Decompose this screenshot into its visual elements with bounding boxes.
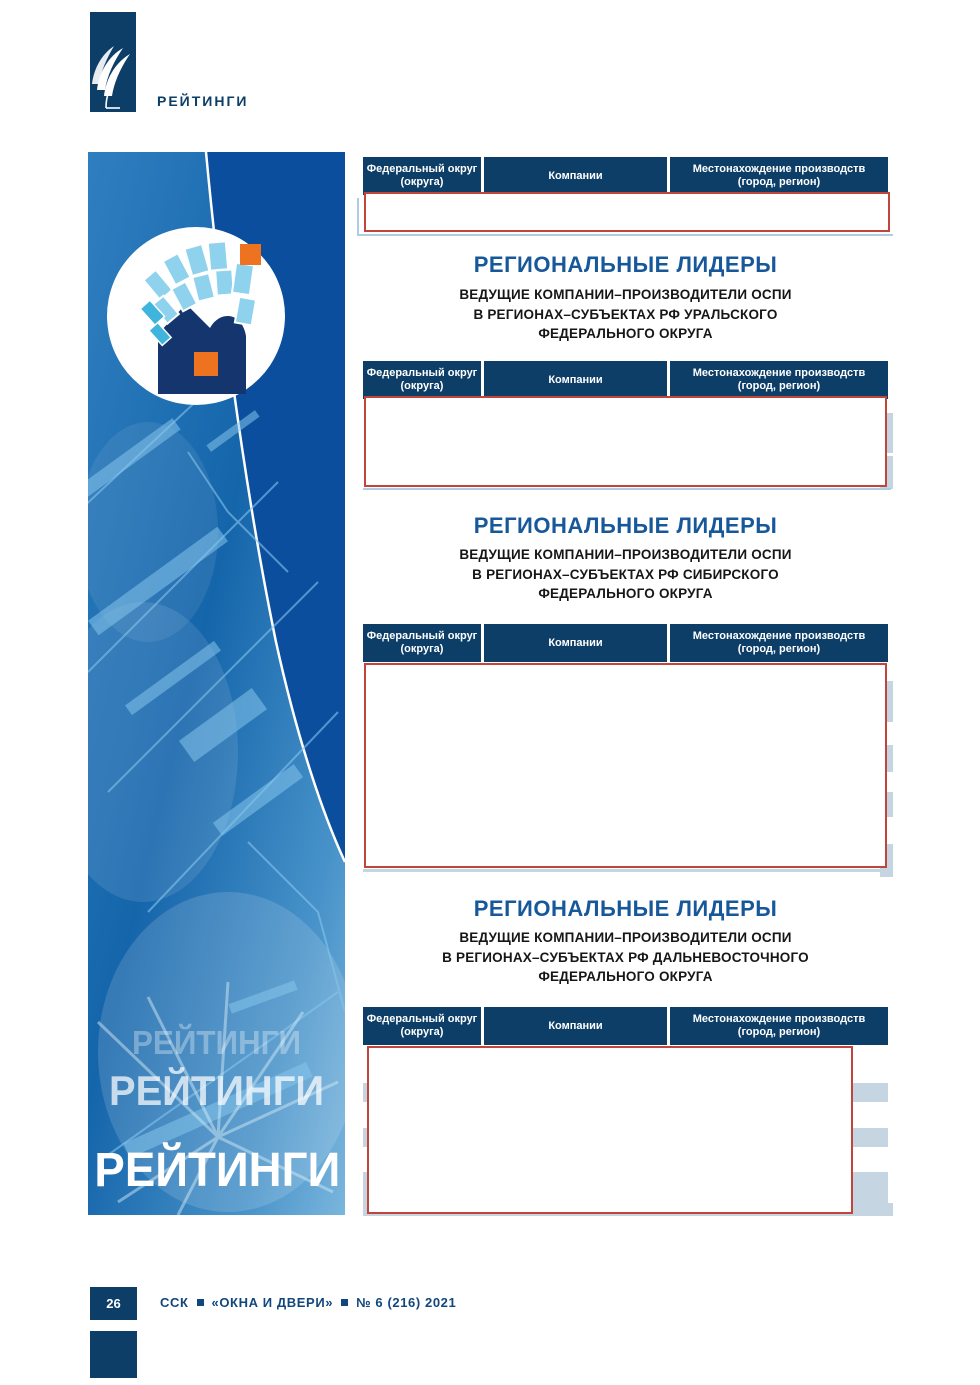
footer-issue: № 6 (216) 2021 — [356, 1295, 457, 1310]
orange-square-accent — [194, 352, 218, 376]
table-header — [363, 361, 888, 399]
column-header-companies: Компании — [484, 624, 667, 662]
column-header-companies: Компании — [484, 361, 667, 399]
column-header-location: Местонахождение производств (город, регион) — [670, 361, 888, 399]
section-subtitle: ВЕДУЩИЕ КОМПАНИИ–ПРОИЗВОДИТЕЛИ ОСПИ В РЕГИОНАХ–СУБЪЕКТАХ РФ СИБИРСКОГО ФЕДЕРАЛЬНОГО ОКРУГА — [459, 547, 792, 601]
column-header-district: Федеральный округ (округа) — [363, 1007, 481, 1045]
table-edge-remnant — [357, 234, 893, 236]
corner-decoration-box — [90, 1331, 137, 1378]
table-header — [363, 157, 888, 195]
column-header-location: Местонахождение производств (город, регион) — [670, 157, 888, 195]
table-header — [363, 1007, 888, 1045]
table-header — [363, 624, 888, 662]
section-subtitle: ВЕДУЩИЕ КОМПАНИИ–ПРОИЗВОДИТЕЛИ ОСПИ В РЕГИОНАХ–СУБЪЕКТАХ РФ УРАЛЬСКОГО ФЕДЕРАЛЬНОГО ОКРУГА — [459, 287, 792, 341]
orange-square-accent — [240, 244, 261, 265]
sidebar-illustration — [88, 152, 345, 1215]
section-title: РЕГИОНАЛЬНЫЕ ЛИДЕРЫ — [473, 896, 778, 921]
table-edge-remnant — [357, 198, 359, 236]
footer-magazine-title: «ОКНА И ДВЕРИ» — [211, 1295, 334, 1310]
section-subtitle: ВЕДУЩИЕ КОМПАНИИ–ПРОИЗВОДИТЕЛИ ОСПИ В РЕГИОНАХ–СУБЪЕКТАХ РФ ДАЛЬНЕВОСТОЧНОГО ФЕДЕРАЛЬНОГО ОКРУГА — [442, 930, 809, 984]
table-edge-remnant — [363, 869, 893, 872]
column-header-district: Федеральный округ (округа) — [363, 624, 481, 662]
watermark-text: РЕЙТИНГИ — [94, 1144, 341, 1197]
footer-imprint — [160, 1295, 456, 1310]
column-header-location: Местонахождение производств (город, регион) — [670, 1007, 888, 1045]
section-title: РЕГИОНАЛЬНЫЕ ЛИДЕРЫ — [473, 252, 778, 277]
page-number-box — [90, 1287, 137, 1320]
table-edge-remnant — [363, 488, 891, 490]
redacted-table-area — [364, 192, 890, 232]
page-number: 26 — [106, 1296, 121, 1311]
square-bullet-icon — [197, 1299, 204, 1306]
redacted-table-area — [364, 396, 887, 487]
column-header-district: Федеральный округ (округа) — [363, 361, 481, 399]
redacted-table-area — [364, 663, 887, 868]
swoosh-quills-icon — [90, 12, 136, 112]
footer-journal: ССК — [160, 1295, 189, 1310]
column-header-companies: Компании — [484, 1007, 667, 1045]
publisher-logo — [90, 12, 136, 112]
column-header-district: Федеральный округ (округа) — [363, 157, 481, 195]
watermark-text: РЕЙТИНГИ — [132, 1024, 301, 1061]
column-header-location: Местонахождение производств (город, регион) — [670, 624, 888, 662]
section-title: РЕГИОНАЛЬНЫЕ ЛИДЕРЫ — [473, 513, 778, 538]
redacted-table-area — [367, 1046, 853, 1214]
watermark-text: РЕЙТИНГИ — [108, 1067, 325, 1114]
square-bullet-icon — [341, 1299, 348, 1306]
column-header-companies: Компании — [484, 157, 667, 195]
page-section-label: РЕЙТИНГИ — [157, 93, 249, 109]
